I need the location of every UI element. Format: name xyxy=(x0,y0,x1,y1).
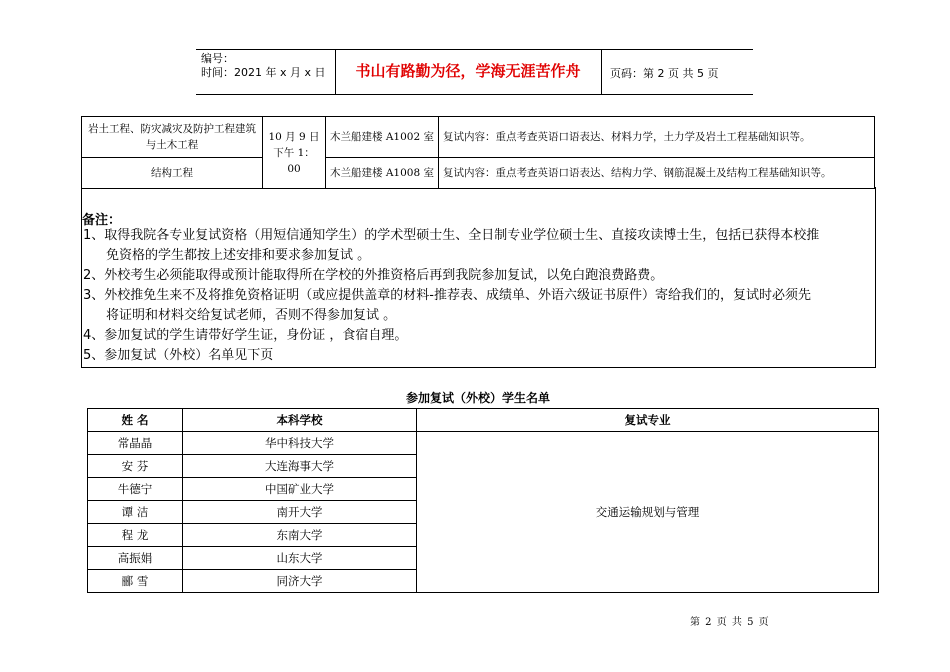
note-item: 1、取得我院各专业复试资格（用短信通知学生）的学术型硕士生、全日制专业学位硕士生、直接攻读博士生，包括已获得本校推 xyxy=(83,228,820,243)
student-school: 山东大学 xyxy=(183,547,417,570)
student-name: 谭 洁 xyxy=(88,501,183,524)
schedule-table xyxy=(81,116,875,189)
student-name: 安 芬 xyxy=(88,455,183,478)
room-cell: 木兰船建楼 A1008 室 xyxy=(326,158,439,189)
student-name: 程 龙 xyxy=(88,524,183,547)
note-item-continuation xyxy=(83,306,863,326)
note-item: 5、参加复试（外校）名单见下页 xyxy=(83,348,274,363)
major-cell: 岩土工程、防灾减灾及防护工程建筑与土木工程 xyxy=(82,117,263,158)
student-table xyxy=(87,408,879,593)
student-name: 牛德宁 xyxy=(88,478,183,501)
table-row xyxy=(82,117,875,158)
student-major: 交通运输规划与管理 xyxy=(417,432,879,593)
header-divider xyxy=(601,49,602,94)
header-top-rule xyxy=(196,49,753,50)
document-time: 时间：2021 年 x 月 x 日 xyxy=(201,66,326,79)
student-name: 郦 雪 xyxy=(88,570,183,593)
page-footer: 第 2 页 共 5 页 xyxy=(690,617,770,628)
table-header-row xyxy=(88,409,879,432)
student-school: 南开大学 xyxy=(183,501,417,524)
header-page-number: 页码：第 2 页 共 5 页 xyxy=(610,67,719,80)
content-cell: 复试内容：重点考查英语口语表达、材料力学，土力学及岩土工程基础知识等。 xyxy=(439,117,875,158)
note-continuation-text: 将证明和材料交给复试老师，否则不得参加复试 。 xyxy=(106,308,397,323)
column-header-school: 本科学校 xyxy=(183,409,417,432)
student-list-title: 参加复试（外校）学生名单 xyxy=(405,391,550,405)
note-item: 3、外校推免生来不及将推免资格证明（或应提供盖章的材料-推荐表、成绩单、外语六级证书原件）寄给我们的，复试时必须先 xyxy=(83,288,811,303)
content-cell: 复试内容：重点考查英语口语表达、结构力学、钢筋混凝土及结构工程基础知识等。 xyxy=(439,158,875,189)
column-header-major: 复试专业 xyxy=(417,409,879,432)
note-item: 4、参加复试的学生请带好学生证，身份证 ，食宿自理。 xyxy=(83,328,408,343)
student-school: 东南大学 xyxy=(183,524,417,547)
header-motto: 书山有路勤为径，学海无涯苦作舟 xyxy=(355,62,581,80)
time-cell: 10 月 9 日下午 1：00 xyxy=(263,117,326,189)
note-item-continuation xyxy=(83,246,863,266)
notes-title: 备注： xyxy=(82,213,122,228)
header-bottom-rule xyxy=(196,94,753,95)
document-number: 编号： xyxy=(201,52,234,65)
student-school: 大连海事大学 xyxy=(183,455,417,478)
student-school: 中国矿业大学 xyxy=(183,478,417,501)
note-item: 2、外校考生必须能取得或预计能取得所在学校的外推资格后再到我院参加复试，以免白跑浪费路费。 xyxy=(83,268,664,283)
student-name: 高振娟 xyxy=(88,547,183,570)
student-name: 常晶晶 xyxy=(88,432,183,455)
table-row xyxy=(88,432,879,455)
room-cell: 木兰船建楼 A1002 室 xyxy=(326,117,439,158)
note-continuation-text: 免资格的学生都按上述安排和要求参加复试 。 xyxy=(106,248,371,263)
table-row xyxy=(82,158,875,189)
student-school: 同济大学 xyxy=(183,570,417,593)
student-school: 华中科技大学 xyxy=(183,432,417,455)
major-cell: 结构工程 xyxy=(82,158,263,189)
column-header-name: 姓 名 xyxy=(88,409,183,432)
